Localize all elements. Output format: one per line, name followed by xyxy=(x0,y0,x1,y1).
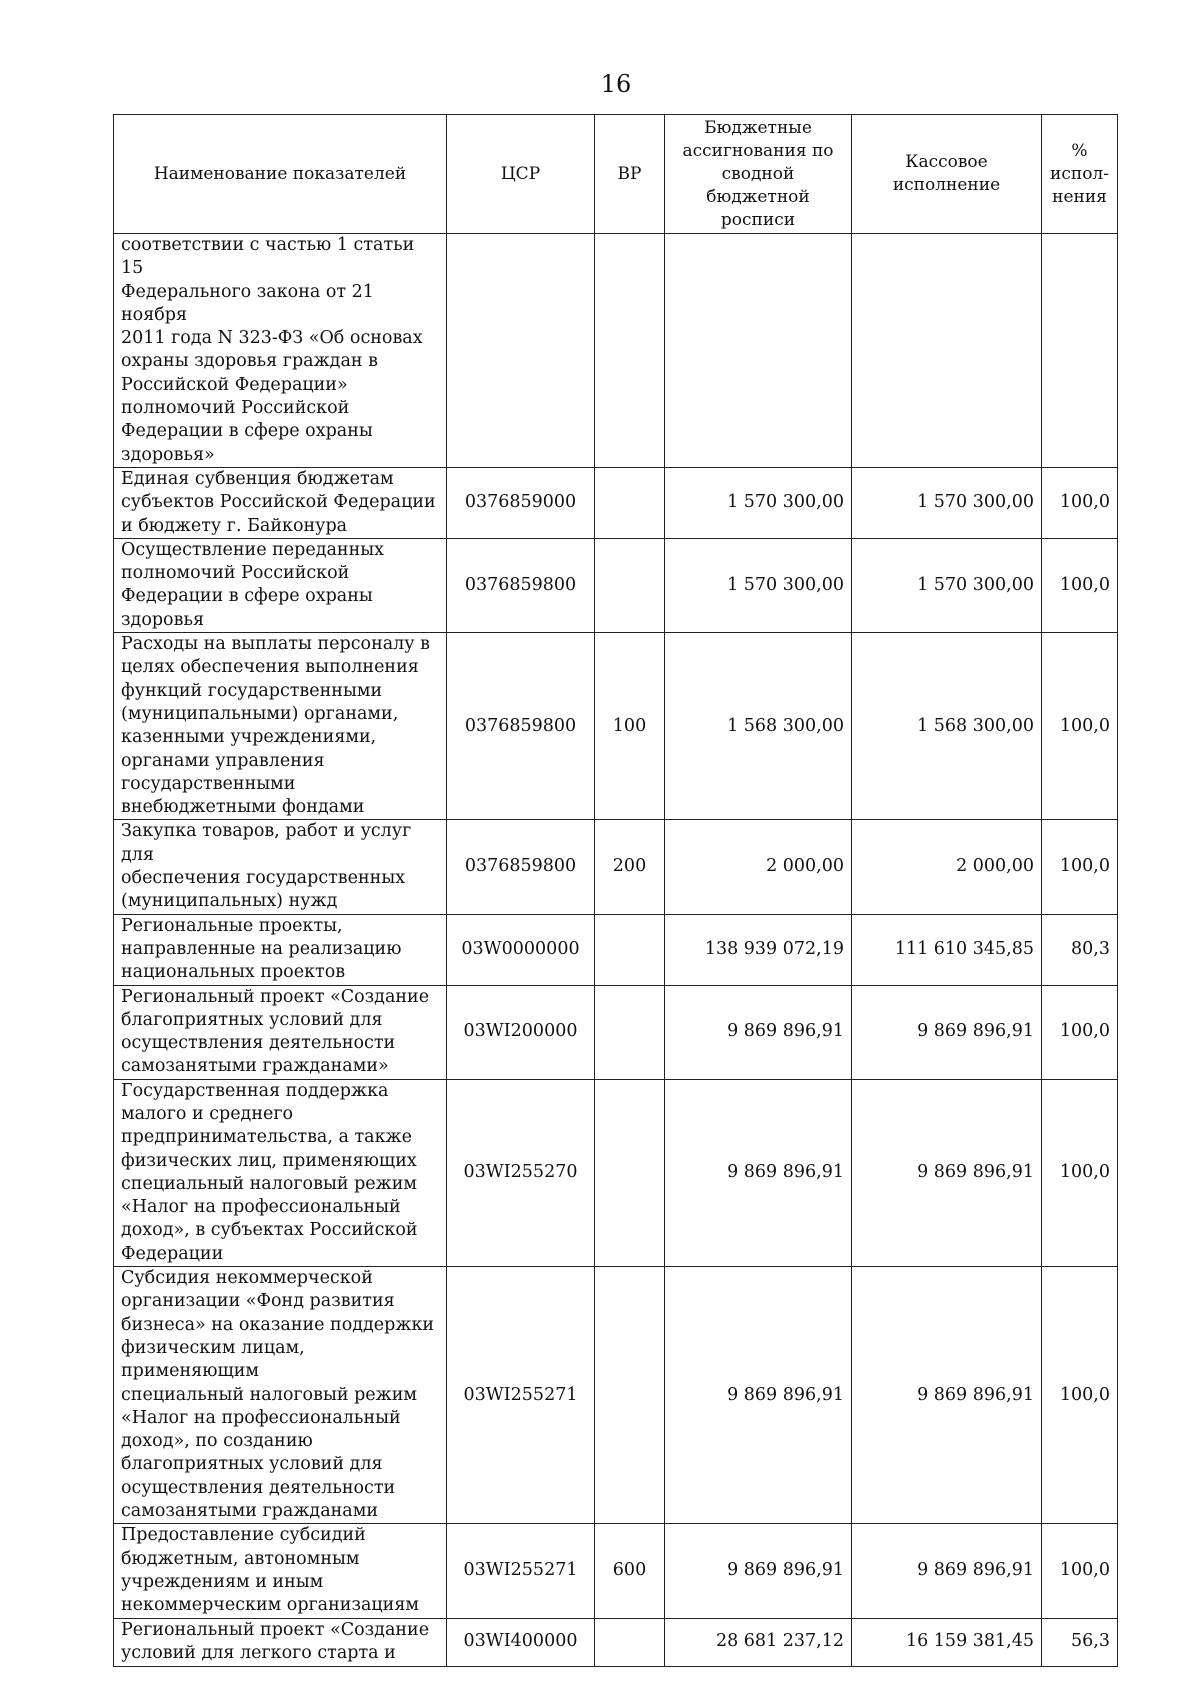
table-row xyxy=(114,985,1118,1079)
cell-pct: 100,0 xyxy=(1042,1079,1118,1266)
cell-plan: 1 570 300,00 xyxy=(665,467,852,538)
cell-exec: 16 159 381,45 xyxy=(852,1618,1042,1666)
cell-vr xyxy=(595,985,665,1079)
table-row xyxy=(114,1267,1118,1524)
table-row xyxy=(114,914,1118,985)
table-body xyxy=(114,234,1118,1667)
table-row xyxy=(114,234,1118,468)
cell-csr: 03WI255271 xyxy=(447,1267,595,1524)
header-vr: ВР xyxy=(595,115,665,234)
table-row xyxy=(114,1524,1118,1618)
cell-pct: 100,0 xyxy=(1042,820,1118,914)
cell-name: Закупка товаров, работ и услуг для обеспечения государственных (муниципальных) нужд xyxy=(114,820,447,914)
cell-name: Расходы на выплаты персоналу в целях обеспечения выполнения функций государственными (муниципальными) органами, казенными учреждениями, органами управления государственными внебюджетными фондами xyxy=(114,633,447,820)
cell-vr: 200 xyxy=(595,820,665,914)
table-row xyxy=(114,467,1118,538)
cell-pct: 56,3 xyxy=(1042,1618,1118,1666)
cell-csr: 0376859000 xyxy=(447,467,595,538)
cell-name: Региональный проект «Создание условий для легкого старта и xyxy=(114,1618,447,1666)
cell-exec: 2 000,00 xyxy=(852,820,1042,914)
cell-csr: 0376859800 xyxy=(447,633,595,820)
cell-plan: 28 681 237,12 xyxy=(665,1618,852,1666)
page-number: 16 xyxy=(600,70,632,98)
cell-exec: 1 570 300,00 xyxy=(852,467,1042,538)
cell-csr: 03WI255271 xyxy=(447,1524,595,1618)
cell-name: соответствии с частью 1 статьи 15 Федерального закона от 21 ноября 2011 года N 323-ФЗ «Об основах охраны здоровья граждан в Российской Федерации» полномочий Российской Федерации в сфере охраны здоровья» xyxy=(114,234,447,468)
cell-exec: 9 869 896,91 xyxy=(852,1267,1042,1524)
cell-plan: 9 869 896,91 xyxy=(665,1079,852,1266)
table-row xyxy=(114,1618,1118,1666)
cell-plan: 9 869 896,91 xyxy=(665,1524,852,1618)
header-pct: % испол- нения xyxy=(1042,115,1118,234)
cell-name: Осуществление переданных полномочий Российской Федерации в сфере охраны здоровья xyxy=(114,538,447,632)
cell-vr xyxy=(595,914,665,985)
cell-csr: 0376859800 xyxy=(447,820,595,914)
header-plan: Бюджетные ассигнования по сводной бюджетной росписи xyxy=(665,115,852,234)
cell-csr: 0376859800 xyxy=(447,538,595,632)
cell-plan: 9 869 896,91 xyxy=(665,1267,852,1524)
cell-vr xyxy=(595,1079,665,1266)
cell-exec: 111 610 345,85 xyxy=(852,914,1042,985)
header-exec: Кассовое исполнение xyxy=(852,115,1042,234)
cell-plan: 2 000,00 xyxy=(665,820,852,914)
table-row xyxy=(114,538,1118,632)
cell-pct: 100,0 xyxy=(1042,467,1118,538)
cell-pct: 100,0 xyxy=(1042,538,1118,632)
cell-name: Субсидия некоммерческой организации «Фонд развития бизнеса» на оказание поддержки физическим лицам, применяющим специальный налоговый режим «Налог на профессиональный доход», по созданию благоприятных условий для осуществления деятельности самозанятыми гражданами xyxy=(114,1267,447,1524)
cell-exec: 9 869 896,91 xyxy=(852,1524,1042,1618)
cell-plan xyxy=(665,234,852,468)
cell-pct: 80,3 xyxy=(1042,914,1118,985)
cell-pct: 100,0 xyxy=(1042,1524,1118,1618)
cell-csr: 03W0000000 xyxy=(447,914,595,985)
cell-vr xyxy=(595,467,665,538)
cell-plan: 9 869 896,91 xyxy=(665,985,852,1079)
cell-exec: 9 869 896,91 xyxy=(852,1079,1042,1266)
cell-vr xyxy=(595,538,665,632)
cell-vr: 600 xyxy=(595,1524,665,1618)
cell-exec: 9 869 896,91 xyxy=(852,985,1042,1079)
cell-csr: 03WI400000 xyxy=(447,1618,595,1666)
table-header xyxy=(114,115,1118,234)
cell-vr xyxy=(595,234,665,468)
cell-vr: 100 xyxy=(595,633,665,820)
cell-csr: 03WI255270 xyxy=(447,1079,595,1266)
budget-execution-table xyxy=(113,114,1118,1667)
cell-plan: 138 939 072,19 xyxy=(665,914,852,985)
cell-plan: 1 568 300,00 xyxy=(665,633,852,820)
cell-exec: 1 568 300,00 xyxy=(852,633,1042,820)
header-name: Наименование показателей xyxy=(114,115,447,234)
cell-csr xyxy=(447,234,595,468)
table-row xyxy=(114,820,1118,914)
cell-pct: 100,0 xyxy=(1042,633,1118,820)
cell-vr xyxy=(595,1267,665,1524)
cell-name: Единая субвенция бюджетам субъектов Российской Федерации и бюджету г. Байконура xyxy=(114,467,447,538)
cell-plan: 1 570 300,00 xyxy=(665,538,852,632)
table-row xyxy=(114,1079,1118,1266)
cell-pct: 100,0 xyxy=(1042,985,1118,1079)
cell-pct xyxy=(1042,234,1118,468)
cell-exec: 1 570 300,00 xyxy=(852,538,1042,632)
cell-name: Региональный проект «Создание благоприятных условий для осуществления деятельности самозанятыми гражданами» xyxy=(114,985,447,1079)
cell-name: Предоставление субсидий бюджетным, автономным учреждениям и иным некоммерческим организациям xyxy=(114,1524,447,1618)
header-csr: ЦСР xyxy=(447,115,595,234)
cell-vr xyxy=(595,1618,665,1666)
cell-name: Региональные проекты, направленные на реализацию национальных проектов xyxy=(114,914,447,985)
cell-exec xyxy=(852,234,1042,468)
cell-csr: 03WI200000 xyxy=(447,985,595,1079)
cell-pct: 100,0 xyxy=(1042,1267,1118,1524)
table-row xyxy=(114,633,1118,820)
cell-name: Государственная поддержка малого и среднего предпринимательства, а также физических лиц, применяющих специальный налоговый режим «Налог на профессиональный доход», в субъектах Российской Федерации xyxy=(114,1079,447,1266)
